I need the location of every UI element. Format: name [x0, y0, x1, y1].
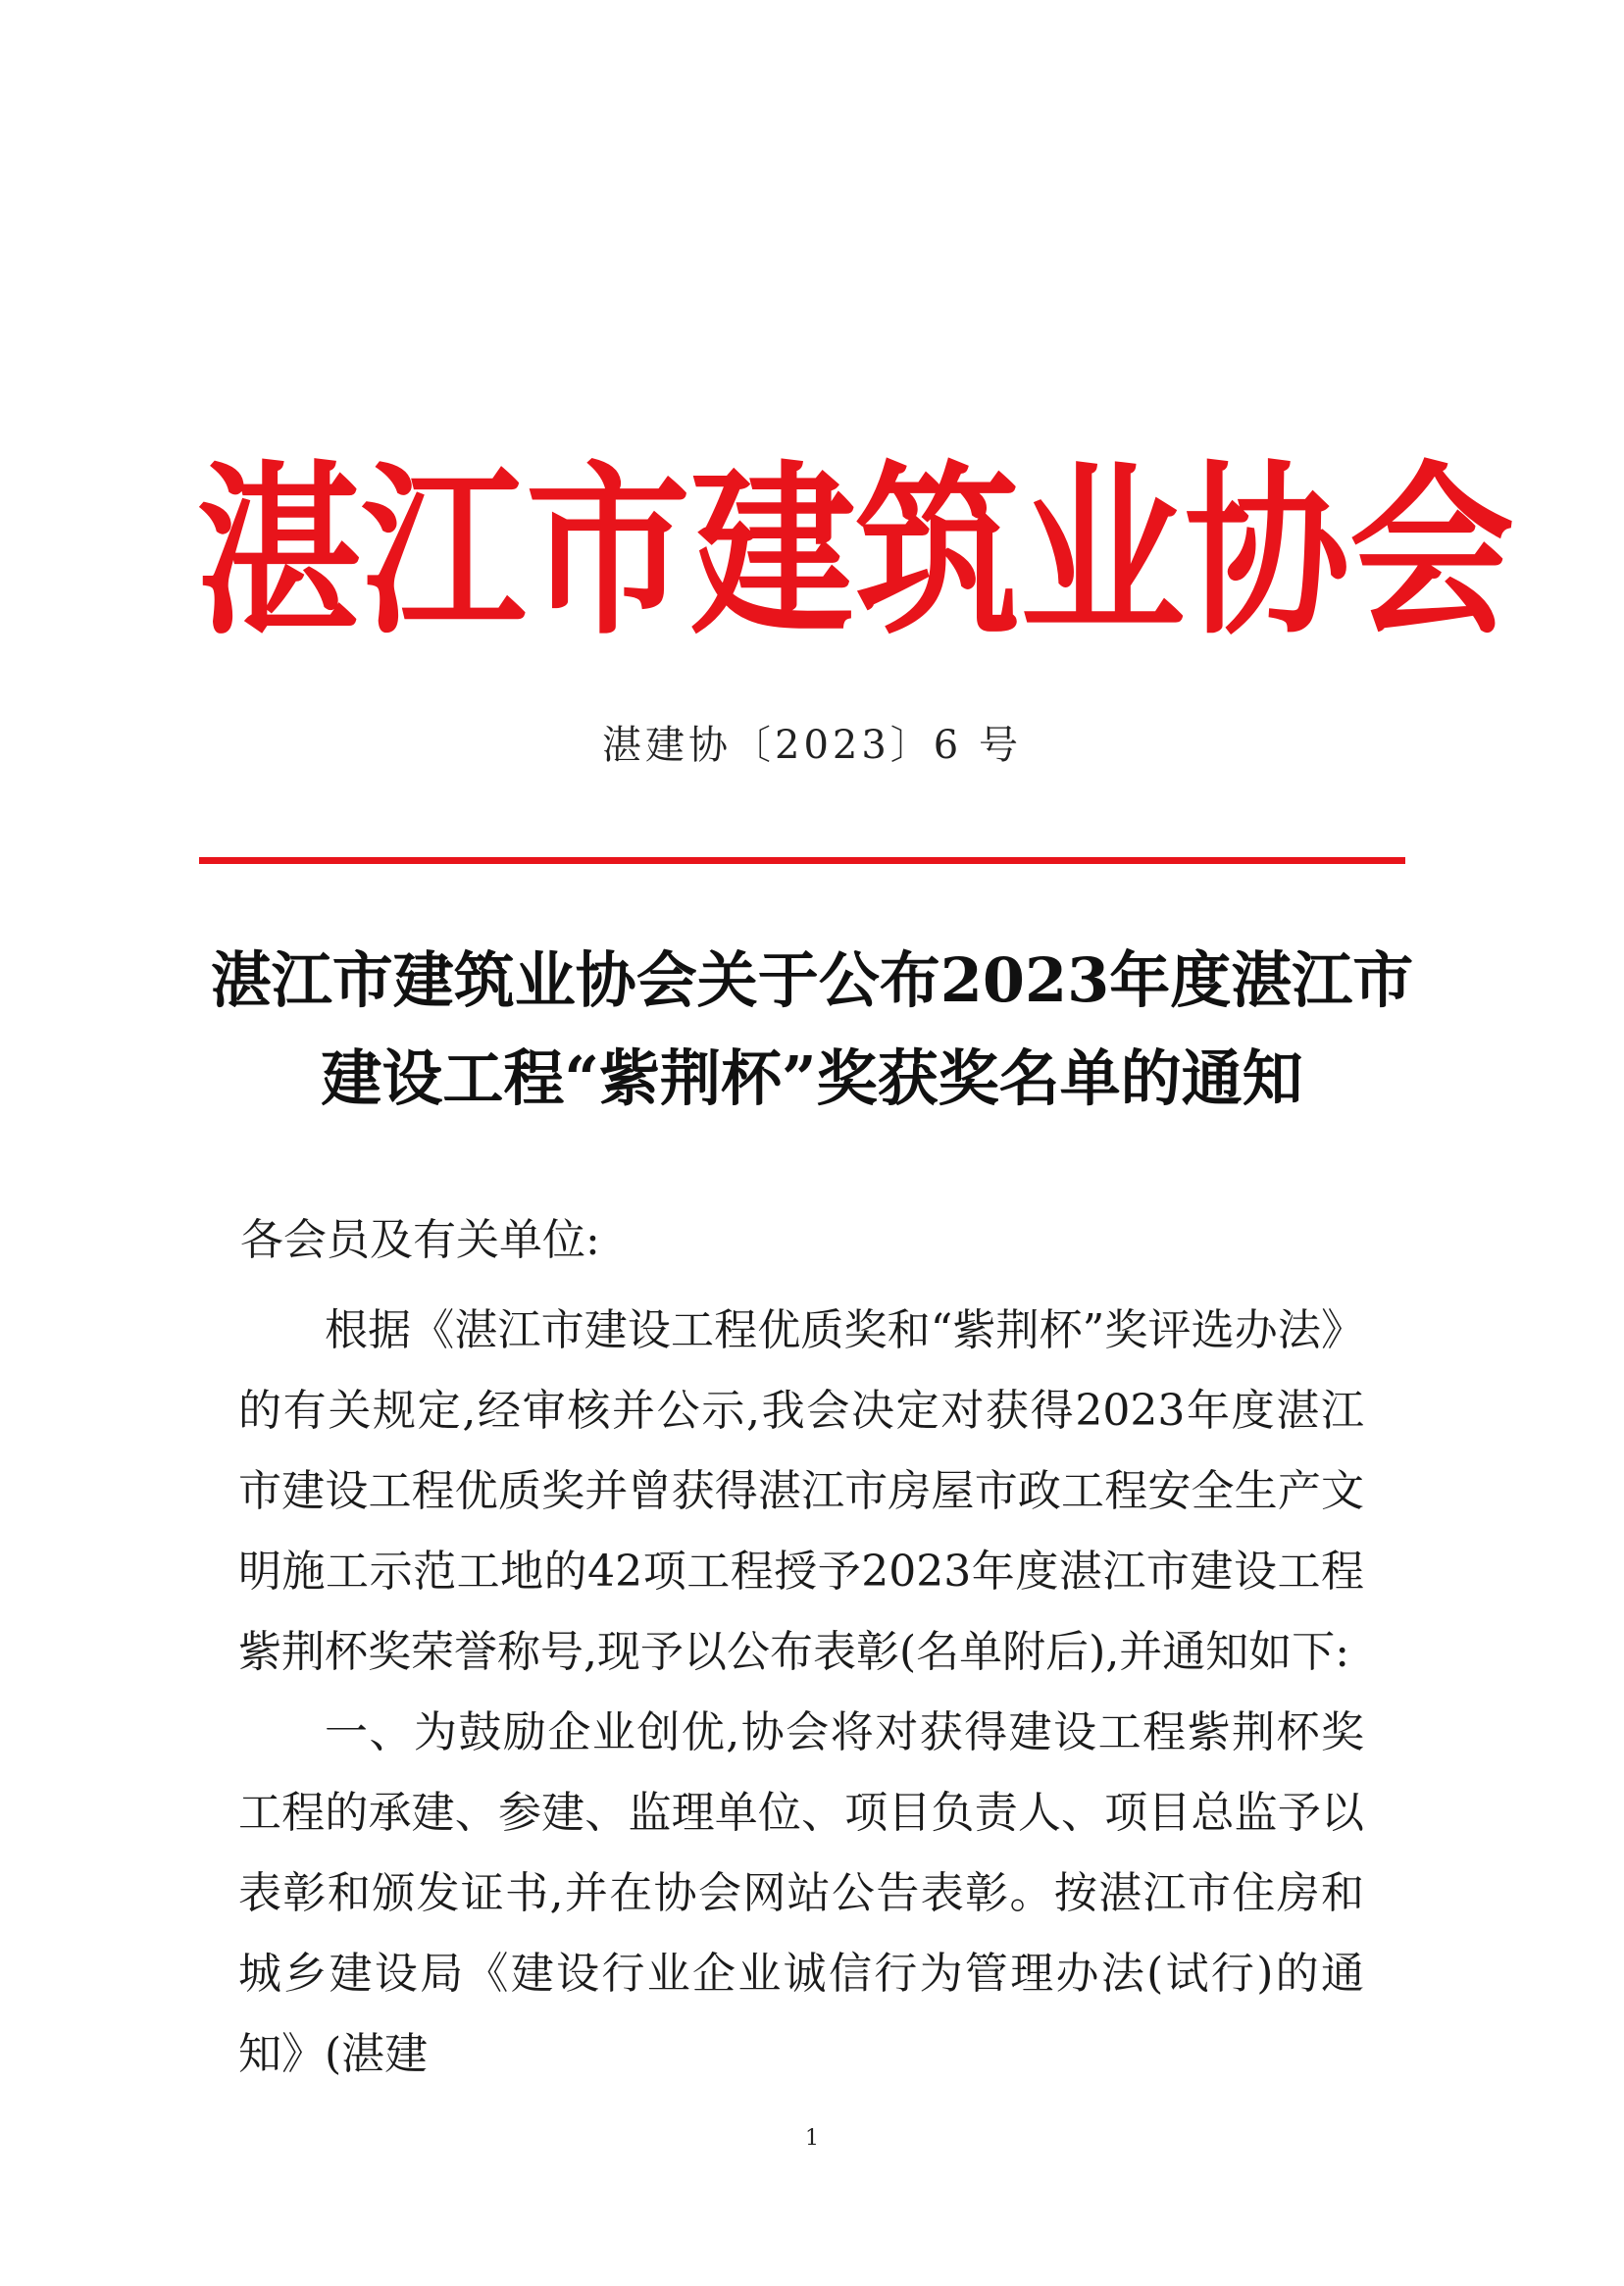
org-name-char: 业	[1020, 442, 1185, 660]
org-name-char: 建	[690, 442, 855, 660]
org-name-char: 湛	[196, 442, 361, 660]
salutation: 各会员及有关单位:	[240, 1215, 600, 1265]
org-name-char: 会	[1349, 442, 1514, 660]
notice-title-line-2: 建设工程“紫荆杯”奖获奖名单的通知	[321, 1042, 1303, 1114]
body-paragraph-2: 一、为鼓励企业创优,协会将对获得建设工程紫荆杯奖工程的承建、参建、监理单位、项目负责人、项目总监予以表彰和颁发证书,并在协会网站公告表彰。按湛江市住房和城乡建设局《建设行业企业诚信行为管理办法(试行)的通知》(湛建	[238, 1707, 1364, 2079]
red-divider-line	[199, 857, 1405, 864]
org-name-char: 筑	[855, 442, 1020, 660]
notice-title	[196, 932, 1428, 1128]
org-name-char: 江	[361, 442, 526, 660]
notice-body	[238, 1291, 1364, 2095]
org-name-char: 协	[1185, 442, 1349, 660]
organization-name-header	[196, 442, 1514, 660]
page-number: 1	[805, 2126, 819, 2151]
notice-title-line-1: 湛江市建筑业协会关于公布2023年度湛江市	[210, 944, 1414, 1016]
org-name-char: 市	[526, 442, 690, 660]
document-number: 湛建协〔2023〕6 号	[602, 723, 1022, 768]
body-paragraph-1: 根据《湛江市建设工程优质奖和“紫荆杯”奖评选办法》的有关规定,经审核并公示,我会决定对获得2023年度湛江市建设工程优质奖并曾获得湛江市房屋市政工程安全生产文明施工示范工地的42项工程授予2023年度湛江市建设工程紫荆杯奖荣誉称号,现予以公布表彰(名单附后),并通知如下:	[238, 1305, 1364, 1677]
